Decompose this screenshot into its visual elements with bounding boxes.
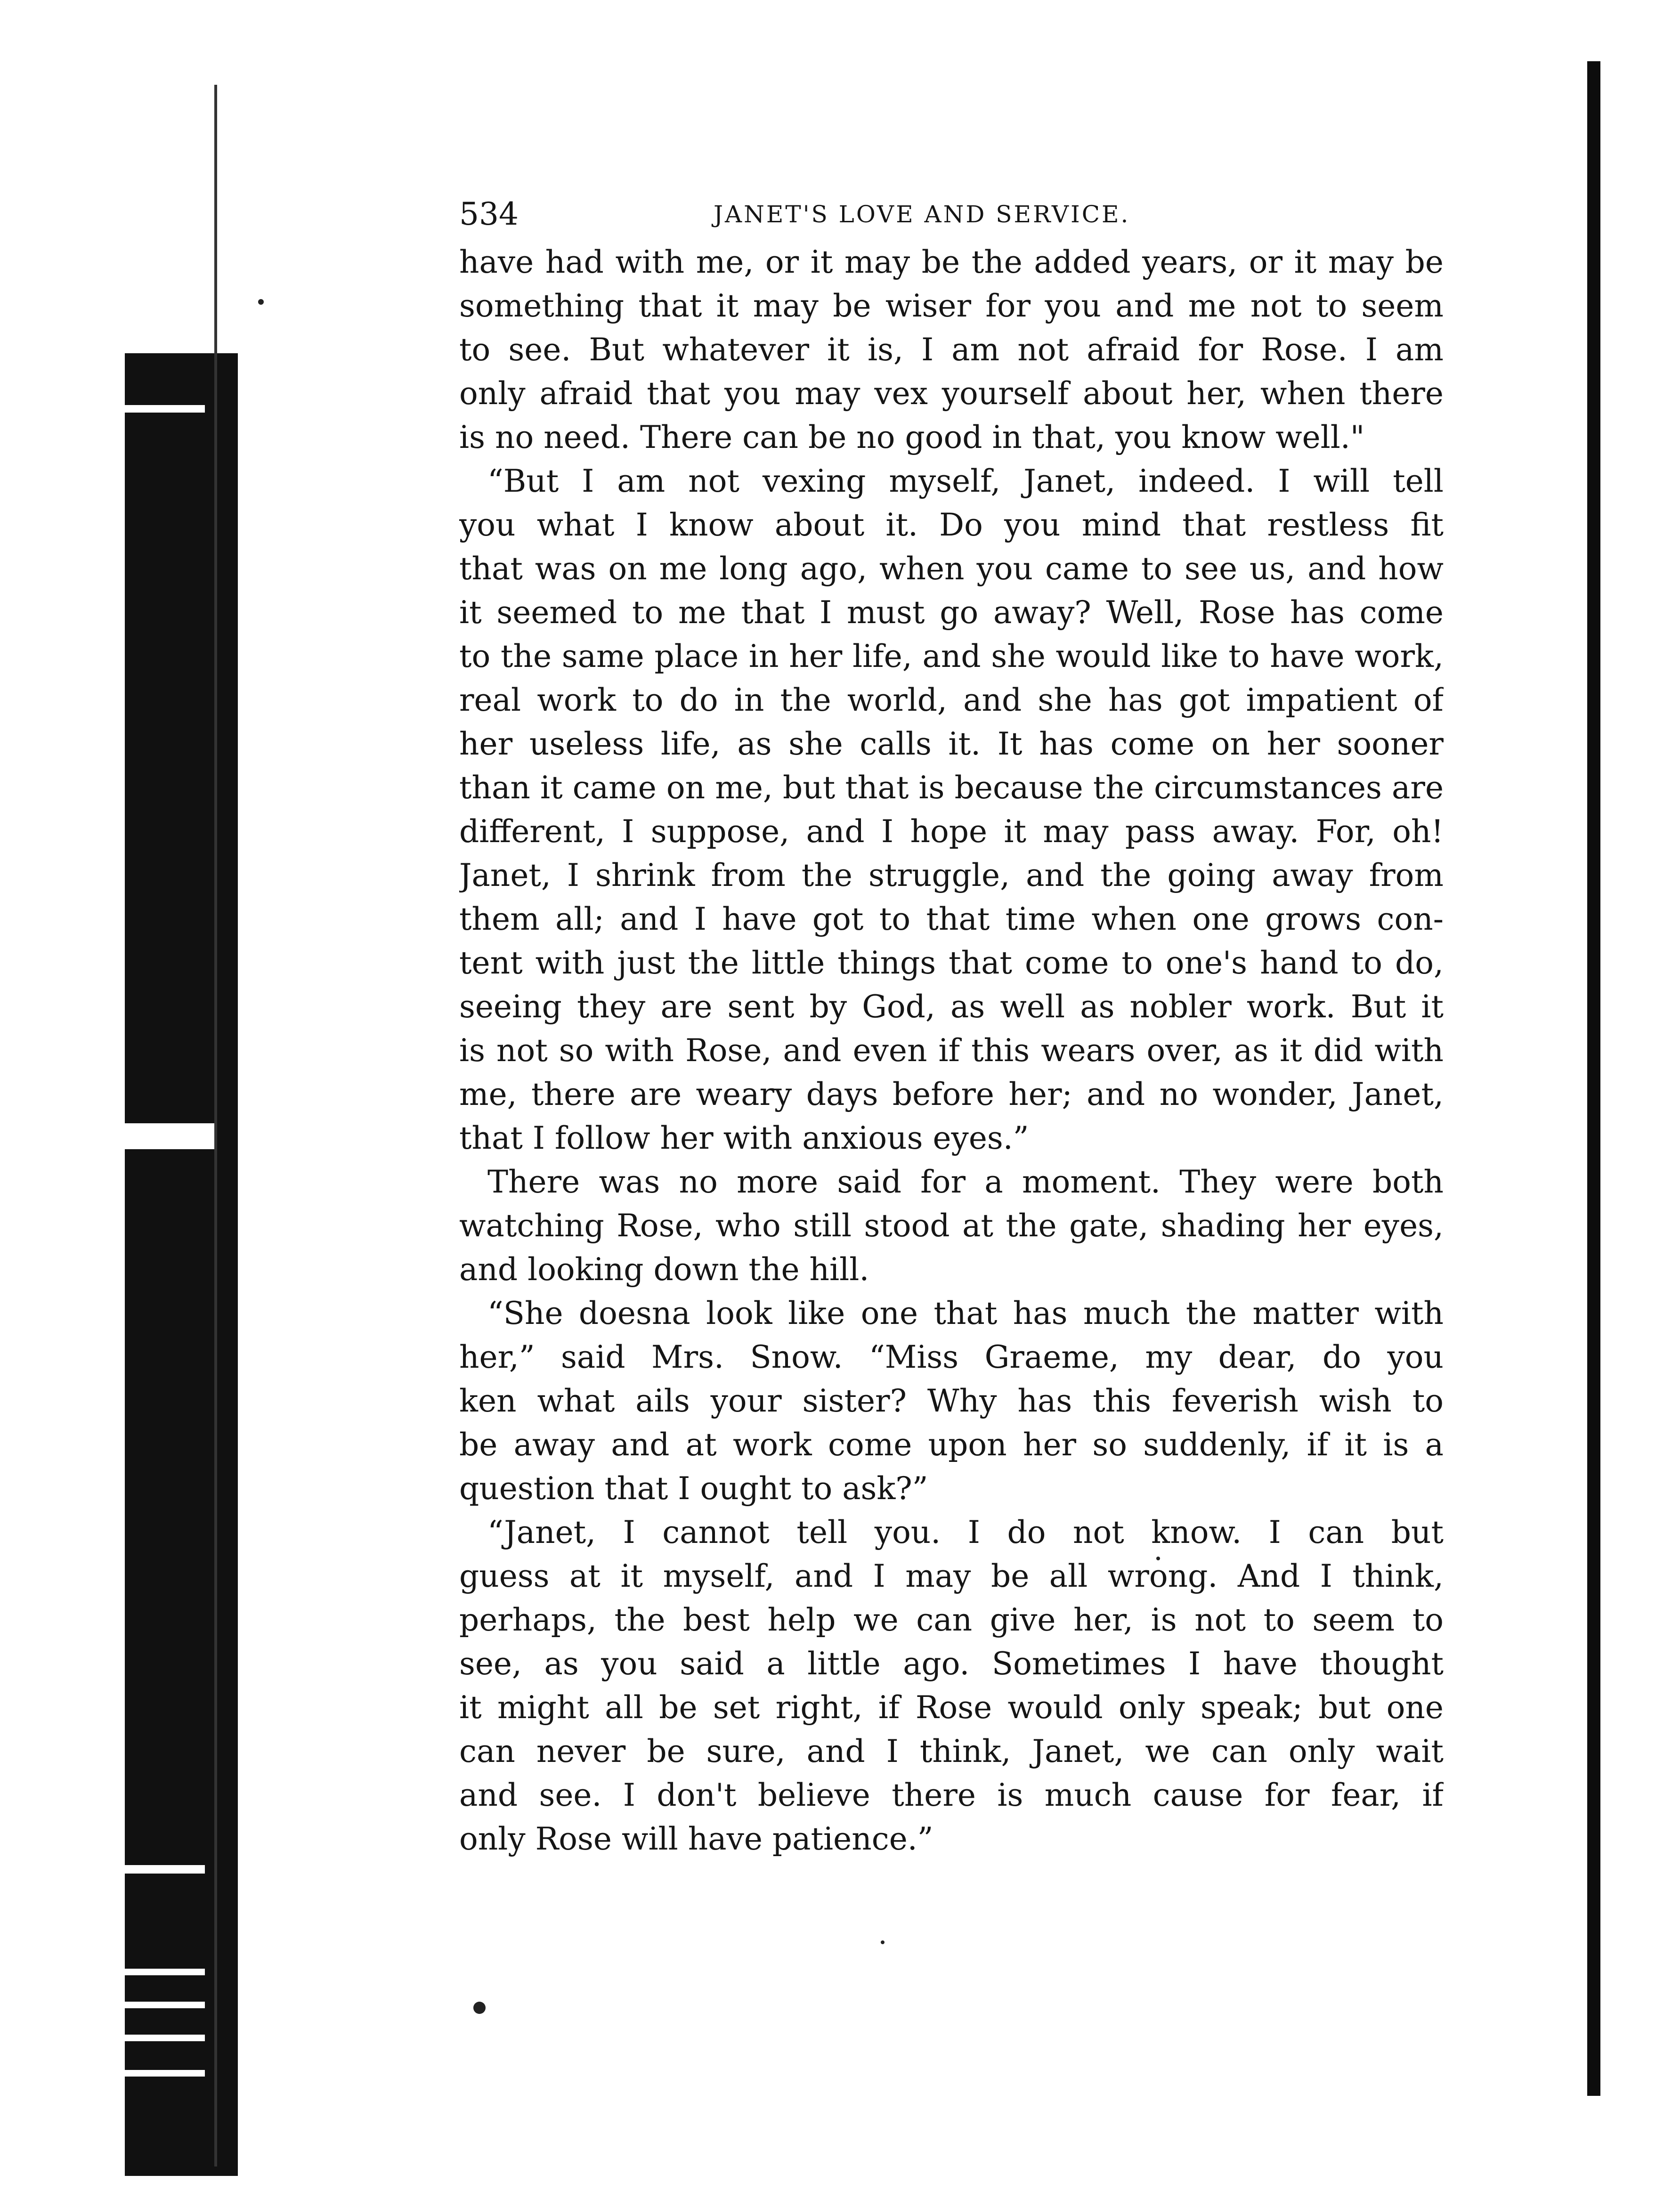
- scan-binding-gap: [125, 2002, 205, 2008]
- text-line: “Janet, I cannot tell you. I do not know. I can but: [487, 1514, 1444, 1550]
- scan-speck: [258, 299, 264, 305]
- scan-binding-gap: [125, 2035, 205, 2041]
- scan-binding-gap: [125, 1123, 214, 1149]
- scan-speck: [473, 2002, 486, 2014]
- scan-binding-gap: [125, 405, 205, 413]
- text-line: is no need. There can be no good in that, you know well.": [459, 419, 1365, 455]
- scan-speck: [881, 1940, 885, 1944]
- text-line: only afraid that you may vex yourself about her, when there: [459, 375, 1444, 412]
- text-line: only Rose will have patience.”: [459, 1821, 933, 1857]
- text-line: There was no more said for a moment. They were both: [487, 1164, 1444, 1200]
- text-line: her useless life, as she calls it. It has come on her sooner: [459, 726, 1444, 762]
- running-title: JANET'S LOVE AND SERVICE.: [714, 201, 1130, 228]
- text-line: is not so with Rose, and even if this wears over, as it did with: [459, 1032, 1444, 1069]
- scan-binding-line: [214, 85, 217, 2166]
- text-line: see, as you said a little ago. Sometimes I have thought: [459, 1646, 1444, 1682]
- text-line: than it came on me, but that is because the circumstances are: [459, 770, 1444, 806]
- text-line: and see. I don't believe there is much cause for fear, if: [459, 1777, 1444, 1813]
- text-line: watching Rose, who still stood at the gate, shading her eyes,: [459, 1208, 1444, 1244]
- running-head: [459, 188, 1444, 240]
- text-line: perhaps, the best help we can give her, is not to seem to: [459, 1602, 1444, 1638]
- text-line: and looking down the hill.: [459, 1251, 869, 1288]
- text-line: to see. But whatever it is, I am not afraid for Rose. I am: [459, 332, 1444, 368]
- text-line: it might all be set right, if Rose would only speak; but one: [459, 1689, 1444, 1726]
- text-line: seeing they are sent by God, as well as nobler work. But it: [459, 989, 1444, 1025]
- scan-binding-gap: [125, 2070, 205, 2077]
- text-line: have had with me, or it may be the added years, or it may be: [459, 244, 1444, 280]
- text-line: it seemed to me that I must go away? Well, Rose has come: [459, 594, 1444, 631]
- scan-binding-shadow: [125, 353, 238, 2176]
- text-line: Janet, I shrink from the struggle, and the going away from: [459, 857, 1444, 893]
- text-line: guess at it myself, and I may be all wrong. And I think,: [459, 1558, 1444, 1594]
- text-line: me, there are weary days before her; and no wonder, Janet,: [459, 1076, 1444, 1112]
- scan-binding-gap: [125, 1969, 205, 1975]
- page-text-block: [459, 188, 1444, 1861]
- page-number: 534: [459, 196, 519, 232]
- scan-right-edge-bar: [1587, 61, 1600, 2096]
- text-line: that I follow her with anxious eyes.”: [459, 1120, 1029, 1156]
- text-line: real work to do in the world, and she has got impatient of: [459, 682, 1444, 718]
- text-line: different, I suppose, and I hope it may pass away. For, oh!: [459, 813, 1444, 850]
- text-line: ken what ails your sister? Why has this feverish wish to: [459, 1383, 1444, 1419]
- text-line: that was on me long ago, when you came to see us, and how: [459, 551, 1444, 587]
- text-line: them all; and I have got to that time when one grows con-: [459, 901, 1444, 937]
- scan-binding-gap: [125, 1865, 205, 1874]
- text-line: tent with just the little things that come to one's hand to do,: [459, 945, 1444, 981]
- text-line: “But I am not vexing myself, Janet, indeed. I will tell: [487, 463, 1444, 499]
- text-line: something that it may be wiser for you and me not to seem: [459, 288, 1444, 324]
- text-line: be away and at work come upon her so suddenly, if it is a: [459, 1427, 1444, 1463]
- text-line: can never be sure, and I think, Janet, we can only wait: [459, 1733, 1444, 1769]
- text-line: her,” said Mrs. Snow. “Miss Graeme, my dear, do you: [459, 1339, 1444, 1375]
- text-line: question that I ought to ask?”: [459, 1470, 928, 1507]
- text-line: to the same place in her life, and she would like to have work,: [459, 638, 1444, 674]
- text-line: you what I know about it. Do you mind that restless fit: [459, 507, 1444, 543]
- text-line: “She doesna look like one that has much the matter with: [487, 1295, 1444, 1331]
